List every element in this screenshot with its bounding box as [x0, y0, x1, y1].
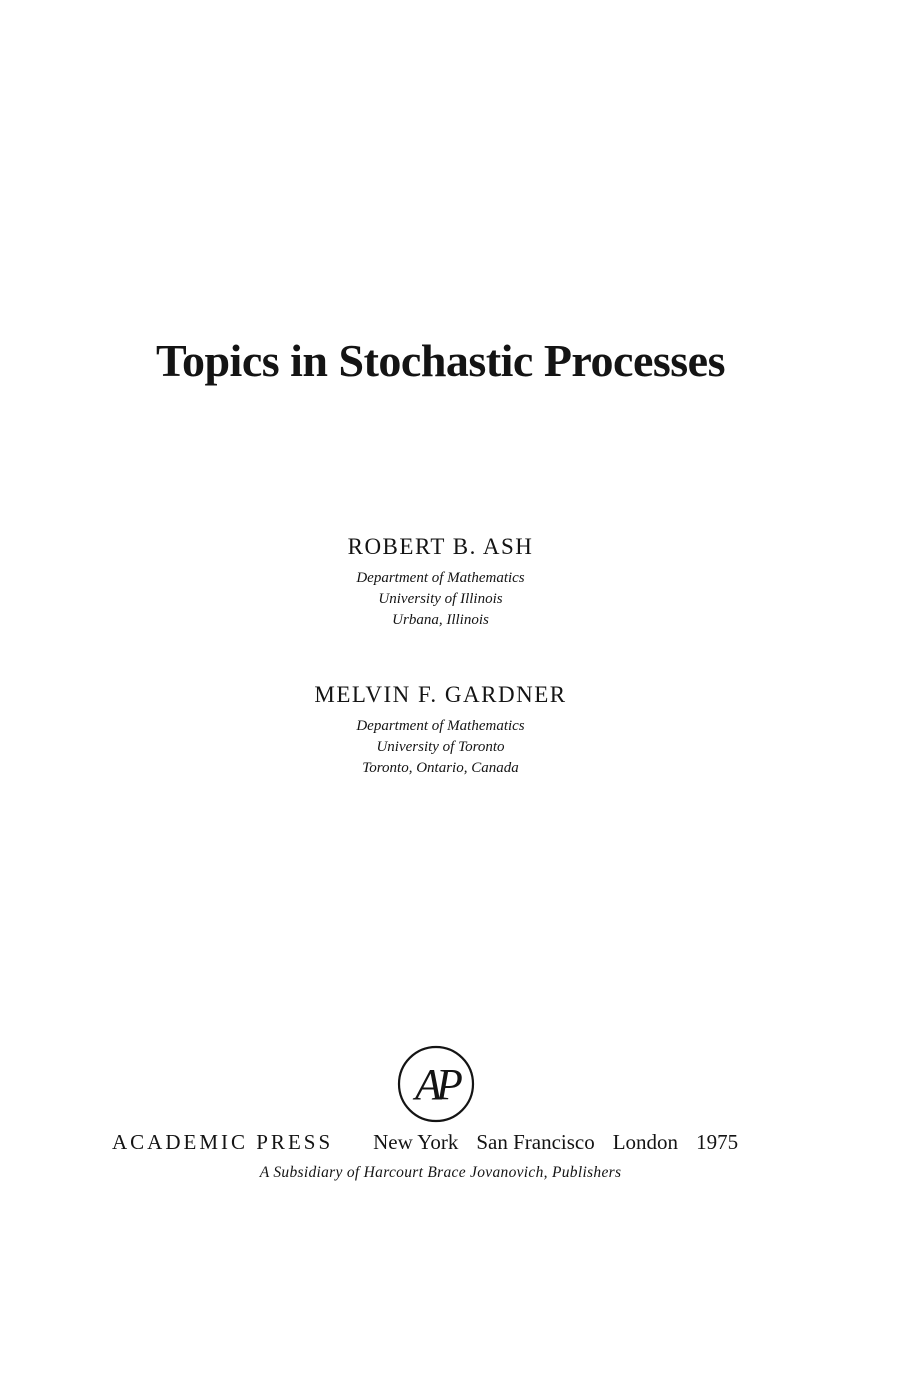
author-name-1: ROBERT B. ASH — [347, 534, 534, 559]
publisher-city: San Francisco — [476, 1130, 595, 1154]
affiliation-line: University of Illinois — [378, 591, 503, 607]
book-title: Topics in Stochastic Processes — [156, 335, 725, 386]
publication-year: 1975 — [696, 1130, 739, 1154]
affiliation-line: Toronto, Ontario, Canada — [362, 760, 519, 776]
author-affiliation-1 — [0, 568, 881, 631]
publisher-logo — [396, 1044, 476, 1124]
svg-text:AP: AP — [415, 1060, 457, 1109]
affiliation-line: Urbana, Illinois — [392, 612, 489, 628]
publisher-city: London — [612, 1130, 679, 1154]
publisher-subsidiary: A Subsidiary of Harcourt Brace Jovanovich, Publishers — [259, 1164, 622, 1181]
affiliation-line: Department of Mathematics — [356, 718, 525, 734]
publisher-city: New York — [373, 1130, 459, 1154]
publisher-imprint — [112, 1130, 738, 1155]
publisher-name: ACADEMIC PRESS — [112, 1130, 334, 1154]
author-affiliation-2 — [0, 716, 881, 779]
author-name-2: MELVIN F. GARDNER — [314, 682, 567, 707]
affiliation-line: University of Toronto — [376, 739, 505, 755]
affiliation-line: Department of Mathematics — [356, 570, 525, 586]
